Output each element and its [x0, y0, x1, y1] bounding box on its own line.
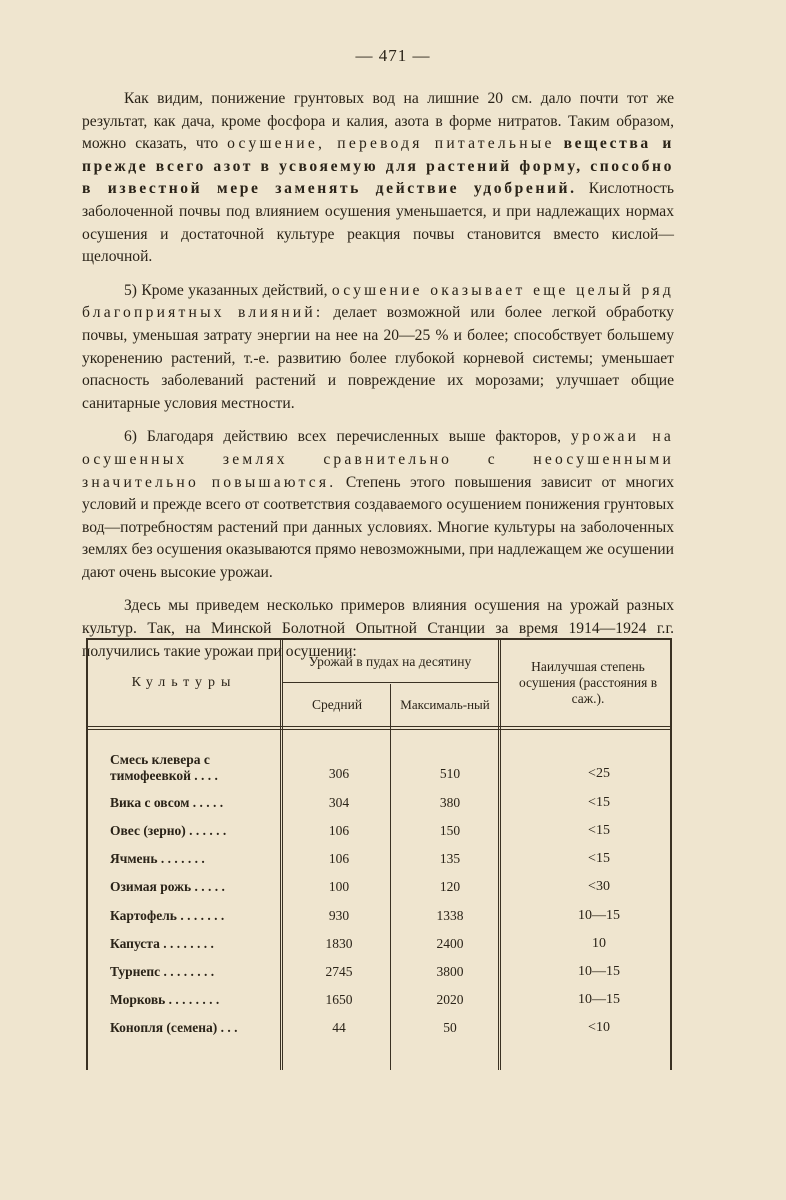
average-yield: 306 [328, 766, 350, 781]
culture-name: Овес (зерно) . . . . . . [110, 823, 227, 838]
optimal-drainage: 10—15 [578, 908, 620, 923]
maximum-yield: 135 [439, 851, 461, 866]
average-yield: 1650 [325, 992, 353, 1007]
table-row [88, 752, 674, 788]
paragraph-3 [82, 426, 674, 584]
table-row [88, 992, 674, 1020]
p2-text-c: делает возможной или более легкой обработку почвы, уменьшая затрату энергии на нее на 20—25 % и более; способствует большему укоренению растений, т.-е. развитию более глубокой корневой системы; уменьшает опасность заболеваний растений и повреждение их морозами; улучшает общие санитарные условия местности. [82, 304, 674, 412]
p3-text-c: Степень этого повышения зависит от многих условий и прежде всего от соответствия создаваемого осушением понижения грунтовых вод—потребностям растений при данных условиях. Многие культуры на заболоченных землях без осушения оказываются прямо невозможными, при надлежащем же осушении дают очень высокие урожаи. [82, 473, 674, 581]
table-row [88, 879, 674, 907]
paragraph-2 [82, 280, 674, 416]
average-yield: 106 [328, 851, 350, 866]
table-row [88, 795, 674, 823]
average-yield: 2745 [325, 964, 353, 979]
average-yield: 930 [328, 908, 350, 923]
average-yield: 106 [328, 823, 350, 838]
average-yield: 44 [332, 1020, 346, 1035]
paragraph-1 [82, 88, 674, 269]
culture-name: Вика с овсом . . . . . [110, 795, 224, 810]
maximum-yield: 50 [443, 1020, 457, 1035]
optimal-drainage: <15 [588, 851, 610, 866]
optimal-drainage: 10 [592, 936, 606, 951]
table-divider [282, 682, 498, 683]
p1-text-a: Как видим, понижение грунтовых вод на лишние 20 см. дало почти тот же результат, как дача, кроме фосфора и калия, азота в форме нитратов. Таким образом, можно сказать, что [82, 90, 674, 153]
maximum-yield: 380 [439, 795, 461, 810]
header-average: Средний [311, 697, 363, 712]
culture-name: Капуста . . . . . . . . [110, 936, 214, 951]
header-maximum: Максималь-ный [400, 697, 490, 712]
maximum-yield: 1338 [436, 908, 464, 923]
table-divider [88, 726, 670, 730]
p1-text-e: Кислотность заболоченной почвы под влиянием осушения уменьшается, и при надлежащих нормах осушения и достаточной культуре реакция почвы становится вместо кислой—щелочной. [82, 180, 674, 266]
average-yield: 100 [328, 879, 350, 894]
culture-name: Картофель . . . . . . . [110, 908, 225, 923]
maximum-yield: 120 [439, 879, 461, 894]
p1-spaced-b: вещества и прежде всего азот в усвояемую для растений форму, способно в известной мере заменять действие удобрений. [82, 135, 674, 198]
table-row [88, 1020, 674, 1048]
p1-spaced-a: осушение, переводя питательные [227, 135, 555, 153]
body-text [82, 88, 674, 674]
table-row [88, 964, 674, 992]
culture-name: Озимая рожь . . . . . [110, 879, 225, 894]
culture-name: Ячмень . . . . . . . [110, 851, 205, 866]
table-row [88, 908, 674, 936]
optimal-drainage: 10—15 [578, 992, 620, 1007]
table-row [88, 936, 674, 964]
maximum-yield: 2020 [436, 992, 464, 1007]
p3-spaced: урожаи на осушенных землях сравнительно с неосушенными значительно повышаются. [82, 428, 674, 491]
optimal-drainage: <10 [588, 1020, 610, 1035]
culture-name: Конопля (семена) . . . [110, 1020, 238, 1035]
yield-table [86, 638, 672, 1070]
optimal-drainage: <15 [588, 795, 610, 810]
table-row [88, 823, 674, 851]
maximum-yield: 3800 [436, 964, 464, 979]
maximum-yield: 510 [439, 766, 461, 781]
p2-spaced: осушение оказывает еще целый ряд благоприятных влияний: [82, 281, 674, 322]
optimal-drainage: 10—15 [578, 964, 620, 979]
optimal-drainage: <25 [588, 766, 610, 781]
culture-name: Морковь . . . . . . . . [110, 992, 220, 1007]
p1-gap [555, 135, 564, 152]
header-yield-group: Урожай в пудах на десятину [308, 654, 472, 669]
maximum-yield: 2400 [436, 936, 464, 951]
average-yield: 1830 [325, 936, 353, 951]
average-yield: 304 [328, 795, 350, 810]
culture-name: Смесь клевера с тимофеевкой . . . . [110, 752, 218, 783]
header-culture: Культуры [131, 675, 237, 690]
optimal-drainage: <15 [588, 823, 610, 838]
paragraph-4: Здесь мы приведем несколько примеров влияния осушения на урожай разных культур. Так, на Минской Болотной Опытной Станции за время 1914—1924 г.г. получились такие урожаи при осушении: [82, 597, 674, 660]
optimal-drainage: <30 [588, 879, 610, 894]
table-row [88, 851, 674, 879]
page-number: — 471 — [355, 46, 431, 65]
p3-text-a: 6) Благодаря действию всех перечисленных выше факторов, [124, 428, 571, 446]
maximum-yield: 150 [439, 823, 461, 838]
p2-text-a: 5) Кроме указанных действий, [124, 281, 332, 299]
culture-name: Турнепс . . . . . . . . [110, 964, 215, 979]
header-optimal-drainage: Наилучшая степень осушения (расстояния в саж.). [518, 659, 658, 706]
